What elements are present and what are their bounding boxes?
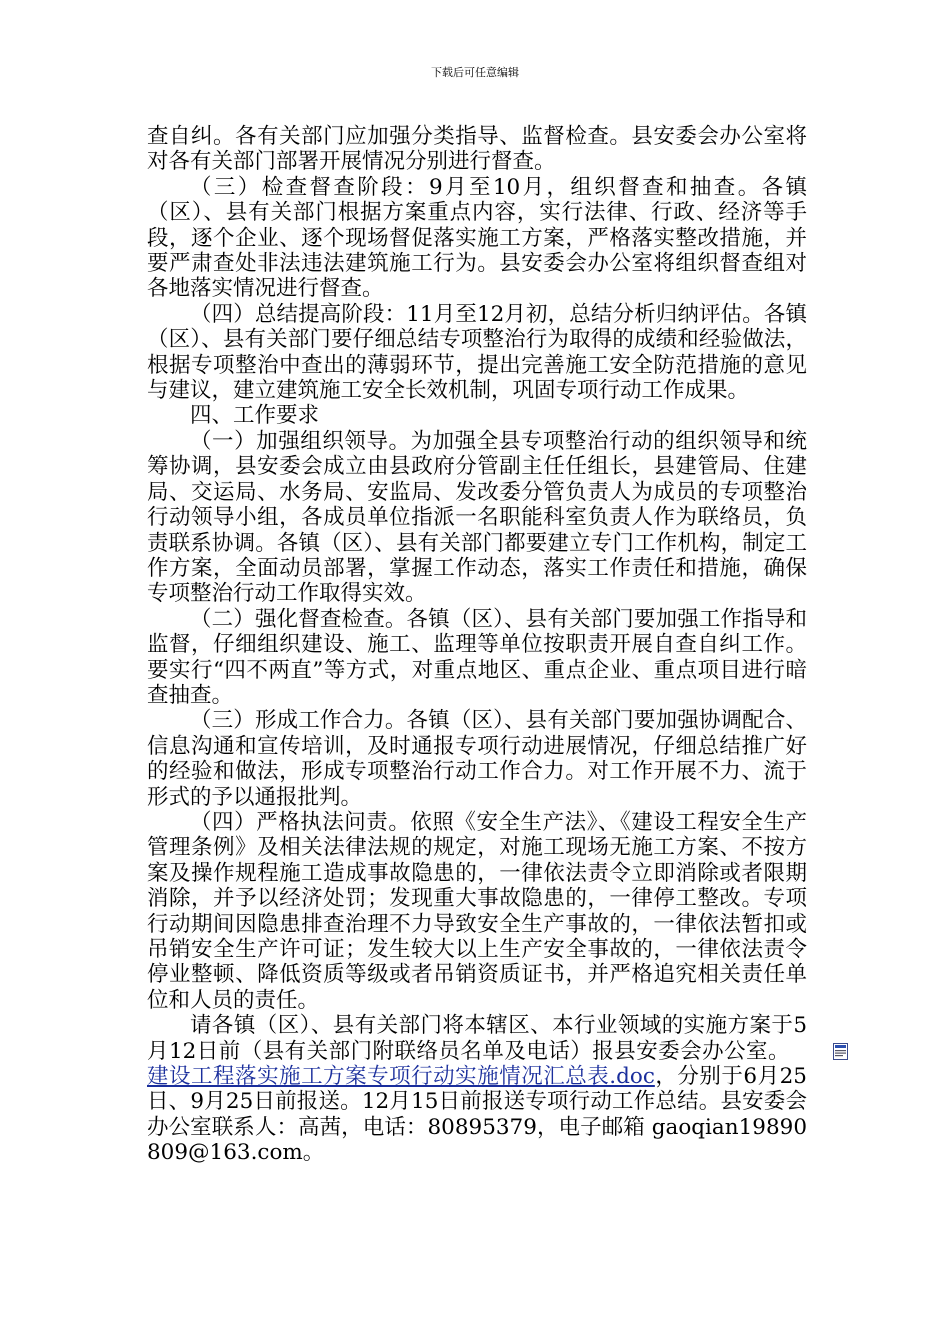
word-document-icon[interactable] xyxy=(790,1041,805,1058)
paragraph-supervision: （二）强化督查检查。各镇（区）、县有关部门要加强工作指导和监督，仔细组织建设、施工、监理等单位按职责开展自查自纠工作。要实行“四不两直”等方式，对重点地区、重点企业、重点项目进行暗查抽查。 xyxy=(147,606,807,708)
paragraph-synergy: （三）形成工作合力。各镇（区）、县有关部门要加强协调配合、信息沟通和宣传培训，及时通报专项行动进展情况，仔细总结推广好的经验和做法，形成专项整治行动工作合力。对工作开展不力、流于形式的予以通报批判。 xyxy=(147,708,807,810)
paragraph-submission xyxy=(147,1013,807,1165)
submission-text-after: ，分别于6月25日、9月25日前报送。12月15日前报送专项行动工作总结。县安委会办公室联系人：高茜，电话：80895379，电子邮箱 gaoqian19890809@163.com。 xyxy=(147,1064,807,1166)
document-body xyxy=(147,124,807,1166)
paragraph-leadership: （一）加强组织领导。为加强全县专项整治行动的组织领导和统筹协调，县安委会成立由县政府分管副主任任组长，县建管局、住建局、交运局、水务局、安监局、发改委分管负责人为成员的专项整治行动领导小组，各成员单位指派一名职能科室负责人作为联络员，负责联系协调。各镇（区）、县有关部门都要建立专门工作机构，制定工作方案，全面动员部署，掌握工作动态，落实工作责任和措施，确保专项整治行动工作取得实效。 xyxy=(147,428,807,607)
section-heading-work-requirements: 四、工作要求 xyxy=(190,403,320,429)
paragraph-continuation: 查自纠。各有关部门应加强分类指导、监督检查。县安委会办公室将对各有关部门部署开展情况分别进行督查。 xyxy=(147,124,807,175)
paragraph-accountability: （四）严格执法问责。依照《安全生产法》、《建设工程安全生产管理条例》及相关法律法规的规定，对施工现场无施工方案、不按方案及操作规程施工造成事故隐患的，一律依法责令立即消除或者限期消除，并予以经济处罚；发现重大事故隐患的，一律停工整改。专项行动期间因隐患排查治理不力导致安全生产事故的，一律依法暂扣或吊销安全生产许可证；发生较大以上生产安全事故的，一律依法责令停业整顿、降低资质等级或者吊销资质证书，并严格追究相关责任单位和人员的责任。 xyxy=(147,809,807,1013)
paragraph-summary-stage: （四）总结提高阶段：11月至12月初，总结分析归纳评估。各镇（区）、县有关部门要仔细总结专项整治行为取得的成绩和经验做法，根据专项整治中查出的薄弱环节，提出完善施工安全防范措施的意见与建议，建立建筑施工安全长效机制，巩固专项行动工作成果。 xyxy=(147,301,807,404)
paragraph-inspection-stage: （三）检查督查阶段：9月至10月，组织督查和抽查。各镇（区）、县有关部门根据方案重点内容，实行法律、行政、经济等手段，逐个企业、逐个现场督促落实施工方案，严格落实整改措施，并要严肃查处非法违法建筑施工行为。县安委会办公室将组织督查组对各地落实情况进行督查。 xyxy=(147,174,807,302)
attachment-link[interactable]: 建设工程落实施工方案专项行动实施情况汇总表.doc xyxy=(147,1064,655,1090)
page-header-note: 下载后可任意编辑 xyxy=(431,66,519,79)
submission-text-before: 请各镇（区）、县有关部门将本辖区、本行业领域的实施方案于5月12日前（县有关部门附联络员名单及电话）报县安委会办公室。 xyxy=(147,1013,807,1064)
